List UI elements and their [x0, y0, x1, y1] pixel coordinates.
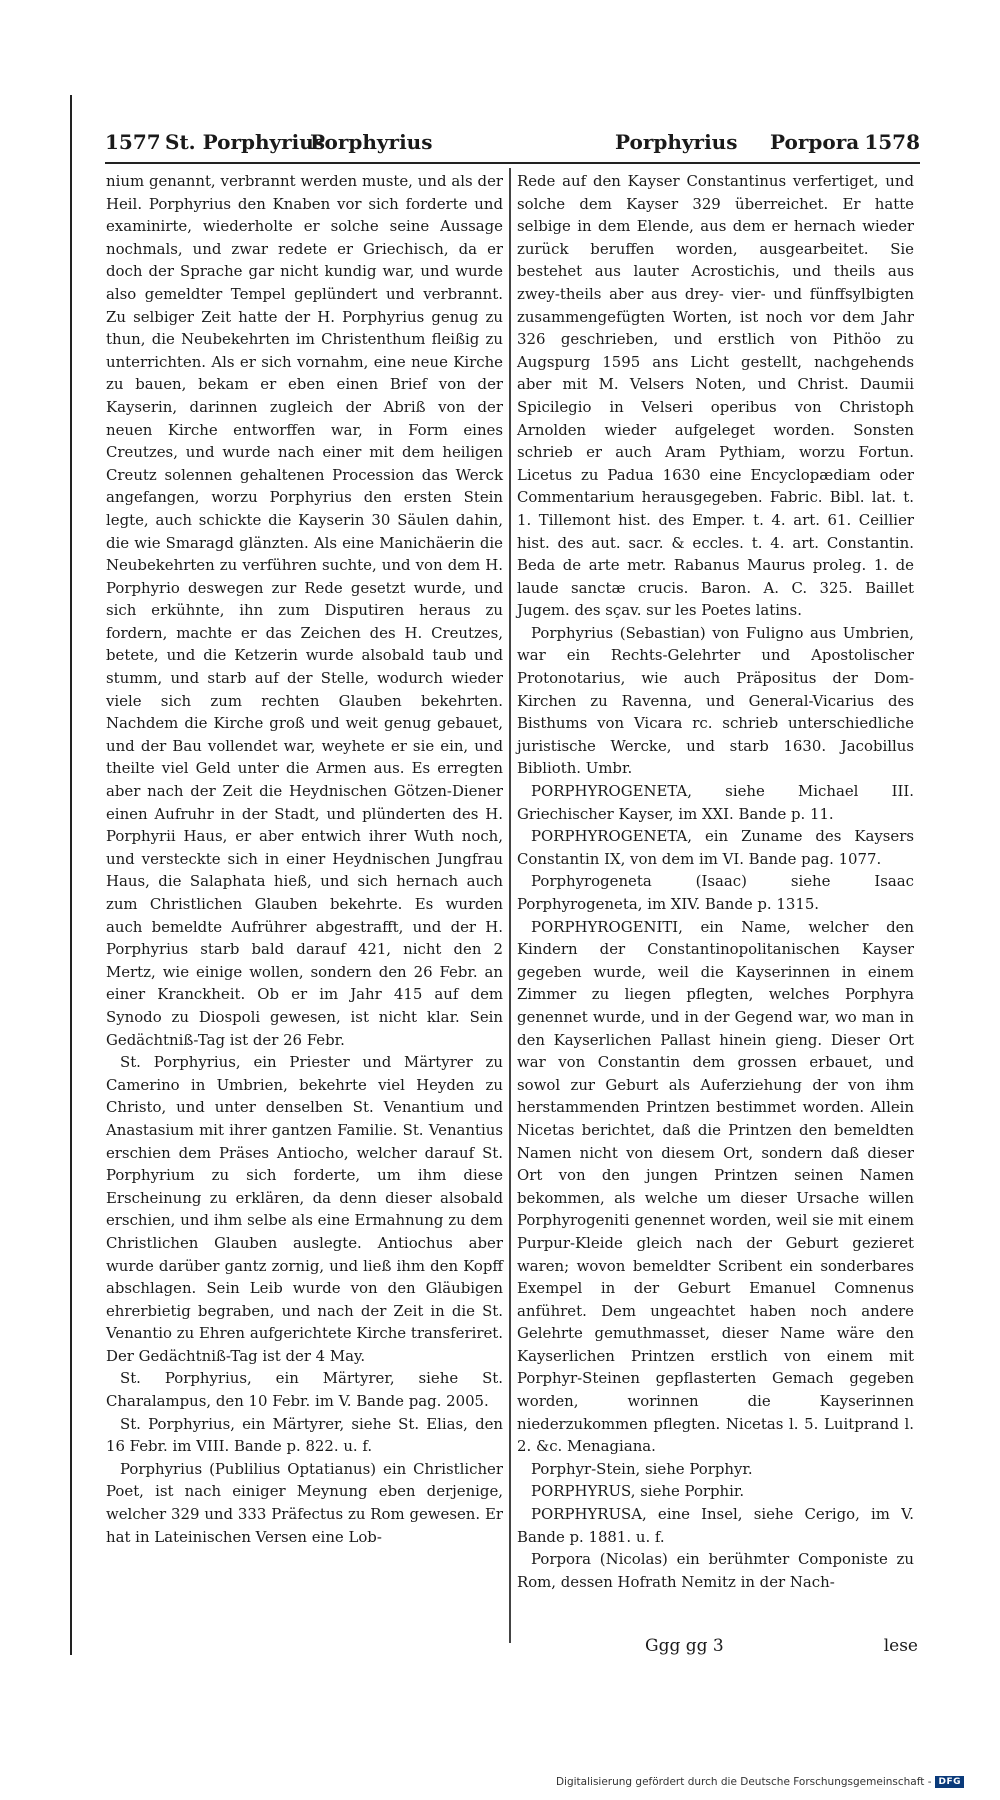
- paragraph: St. Porphyrius, ein Märtyrer, siehe St. Charalampus, den 10 Febr. im V. Bande pag. 2005.: [106, 1369, 503, 1411]
- page-edge-line: [70, 95, 72, 1655]
- paragraph: PORPHYRUSA, eine Insel, siehe Cerigo, im V. Bande p. 1881. u. f.: [517, 1505, 914, 1546]
- dfg-logo: DFG: [935, 1776, 964, 1788]
- paragraph: PORPHYRUS, siehe Porphir.: [531, 1482, 745, 1501]
- digitization-credit: [556, 1776, 964, 1788]
- paragraph: Porphyrius (Sebastian) von Fuligno aus Umbrien, war ein Rechts-Gelehrter und Apostolischer Protonotarius, wie auch Präpositus der Dom-Kirchen zu Ravenna, und General-Vicarius des Bisthums von Vicara rc. schrieb unterschiedliche juristische Wercke, und starb 1630. Jacobillus Biblioth. Umbr.: [517, 623, 914, 778]
- paragraph: Porphyrogeneta (Isaac) siehe Isaac Porphyrogeneta, im XIV. Bande p. 1315.: [517, 872, 914, 913]
- right-column: [517, 170, 914, 1593]
- right-page-number: 1578: [864, 130, 920, 154]
- right-header-keyword-1: Porphyrius: [615, 130, 738, 154]
- paragraph: Rede auf den Kayser Constantinus verfertiget, und solche dem Kayser 329 überreichet. Er hatte selbige in dem Elende, aus dem er hernach wieder zurück beruffen worden, ausgearbeitet. Sie bestehet aus lauter Acrostichis, und theils aus zwey-theils aber aus drey- vier- und fünffsylbigten zusammengefügten Worten, ist noch vor dem Jahr 326 geschrieben, und erstlich von Pithöo zu Augspurg 1595 ans Licht gestellt, nachgehends aber mit M. Velsers Noten, und Christ. Daumii Spicilegio in Velseri operibus von Christoph Arnolden wieder aufgeleget worden. Sonsten schrieb er auch Aram Pythiam, worzu Fortun. Licetus zu Padua 1630 eine Encyclopædiam oder Commentarium herausgegeben. Fabric. Bibl. lat. t. 1. Tillemont hist. des Emper. t. 4. art. 61. Ceillier hist. des aut. sacr. & eccles. t. 4. art. Constantin. Beda de arte metr. Rabanus Maurus proleg. 1. de laude sanctæ crucis. Baron. A. C. 325. Baillet Jugem. des sçav. sur les Poetes latins.: [517, 172, 914, 620]
- left-page-number: 1577: [105, 130, 161, 154]
- left-column: [106, 170, 503, 1548]
- header-rule: [105, 162, 920, 164]
- paragraph: PORPHYROGENITI, ein Name, welcher den Kindern der Constantinopolitanischen Kayser gegeben wurde, weil die Kayserinnen in einem Zimmer zu liegen pflegten, welches Porphyra genennet wurde, und in der Gegend war, wo man in den Kayserlichen Pallast hinein gieng. Dieser Ort war von Constantin dem grossen erbauet, und sowol zur Geburt als Auferziehung der von ihm herstammenden Printzen bestimmet worden. Allein Nicetas berichtet, daß die Printzen den bemeldten Namen nicht von diesem Ort, sondern daß dieser Ort von den jungen Printzen seinen Namen bekommen, als welche um dieser Ursache willen Porphyrogeniti genennet worden, weil sie mit einem Purpur-Kleide gleich nach der Geburt gezieret waren; wovon bemeldter Scribent ein sonderbares Exempel in der Geburt Emanuel Comnenus anführet. Dem ungeachtet haben noch andere Gelehrte gemuthmasset, dieser Name wäre den Kayserlichen Printzen erstlich von einem mit Porphyr-Steinen gepflasterten Gemach gegeben worden, worinnen die Kayserinnen niederzukommen pflegten. Nicetas l. 5. Luitprand l. 2. &c. Menagiana.: [517, 917, 914, 1456]
- catchword: lese: [883, 1636, 918, 1656]
- credit-text: Digitalisierung gefördert durch die Deutsche Forschungsgemeinschaft -: [555, 1776, 932, 1788]
- page-header: [105, 130, 920, 164]
- paragraph: St. Porphyrius, ein Priester und Märtyrer zu Camerino in Umbrien, bekehrte viel Heyden zu Christo, und unter denselben St. Venantium und Anastasium mit ihrer gantzen Familie. St. Venantius erschien dem Präses Antiocho, welcher darauf St. Porphyrium zu sich forderte, um ihm diese Erscheinung zu erklären, da denn dieser alsobald erschien, und ihm selbe als eine Ermahnung zu dem Christlichen Glauben auslegte. Antiochus aber wurde darüber gantz zornig, und ließ ihm den Kopff abschlagen. Sein Leib wurde von den Gläubigen ehrerbietig begraben, und nach der Zeit in die St. Venantio zu Ehren aufgerichtete Kirche transferiret. Der Gedächtniß-Tag ist der 4 May.: [106, 1053, 503, 1365]
- left-header-keyword-1: St. Porphyrius: [165, 130, 326, 154]
- signature-mark: Ggg gg 3: [645, 1636, 724, 1656]
- paragraph: PORPHYROGENETA, siehe Michael III. Griechischer Kayser, im XXI. Bande p. 11.: [517, 782, 914, 823]
- left-header-keyword-2: Porphyrius: [310, 130, 433, 154]
- right-header-keyword-2: Porpora: [770, 130, 860, 154]
- paragraph: Porphyrius (Publilius Optatianus) ein Christlicher Poet, ist nach einiger Meynung eben derjenige, welcher 329 und 333 Präfectus zu Rom gewesen. Er hat in Lateinischen Versen eine Lob-: [106, 1459, 503, 1546]
- paragraph: nium genannt, verbrannt werden muste, und als der Heil. Porphyrius den Knaben vor sich forderte und examinirte, wiederholte er solche seine Aussage nochmals, und zwar redete er Griechisch, da er doch der Sprache gar nicht kundig war, und wurde also gemeldter Tempel geplündert und verbrannt. Zu selbiger Zeit hatte der H. Porphyrius genug zu thun, die Neubekehrten im Christenthum fleißig zu unterrichten. Als er sich vornahm, eine neue Kirche zu bauen, bekam er eben einen Brief von der Kayserin, darinnen zugleich der Abriß von der neuen Kirche entworffen war, in Form eines Creutzes, und wurde nach einer mit dem heiligen Creutz solennen gehaltenen Procession das Werck angefangen, worzu Porphyrius den ersten Stein legte, auch schickte die Kayserin 30 Säulen dahin, die wie Smaragd glänzten. Als eine Manichäerin die Neubekehrten zu verführen suchte, und von dem H. Porphyrio deswegen zur Rede gesetzt wurde, und sich erkühnte, ihn zum Disputiren heraus zu fordern, machte er das Zeichen des H. Creutzes, betete, und die Ketzerin wurde alsobald taub und stumm, und starb auf der Stelle, wodurch wieder viele sich zum rechten Glauben bekehrten. Nachdem die Kirche groß und weit genug gebauet, und der Bau vollendet war, weyhete er sie ein, und theilte viel Geld unter die Armen aus. Es erregten aber nach der Zeit die Heydnischen Götzen-Diener einen Aufruhr in der Stadt, und plünderten des H. Porphyrii Haus, er aber entwich ihrer Wuth noch, und versteckte sich in einer Heydnischen Jungfrau Haus, die Salaphata hieß, und sich hernach auch zum Christlichen Glauben bekehrte. Es wurden auch bemeldte Aufrührer abgestrafft, und der H. Porphyrius starb bald darauf 421, nicht den 2 Mertz, wie einige wollen, sondern den 26 Febr. an einer Kranckheit. Ob er im Jahr 415 auf dem Synodo zu Diospoli gewesen, ist nicht klar. Sein Gedächtniß-Tag ist der 26 Febr.: [106, 172, 503, 1049]
- paragraph: St. Porphyrius, ein Märtyrer, siehe St. Elias, den 16 Febr. im VIII. Bande p. 822. u. f.: [106, 1414, 503, 1456]
- column-divider: [509, 168, 511, 1643]
- paragraph: Porphyr-Stein, siehe Porphyr.: [531, 1459, 753, 1478]
- paragraph: PORPHYROGENETA, ein Zuname des Kaysers Constantin IX, von dem im VI. Bande pag. 1077.: [517, 827, 914, 868]
- paragraph: Porpora (Nicolas) ein berühmter Componiste zu Rom, dessen Hofrath Nemitz in der Nach-: [517, 1550, 914, 1591]
